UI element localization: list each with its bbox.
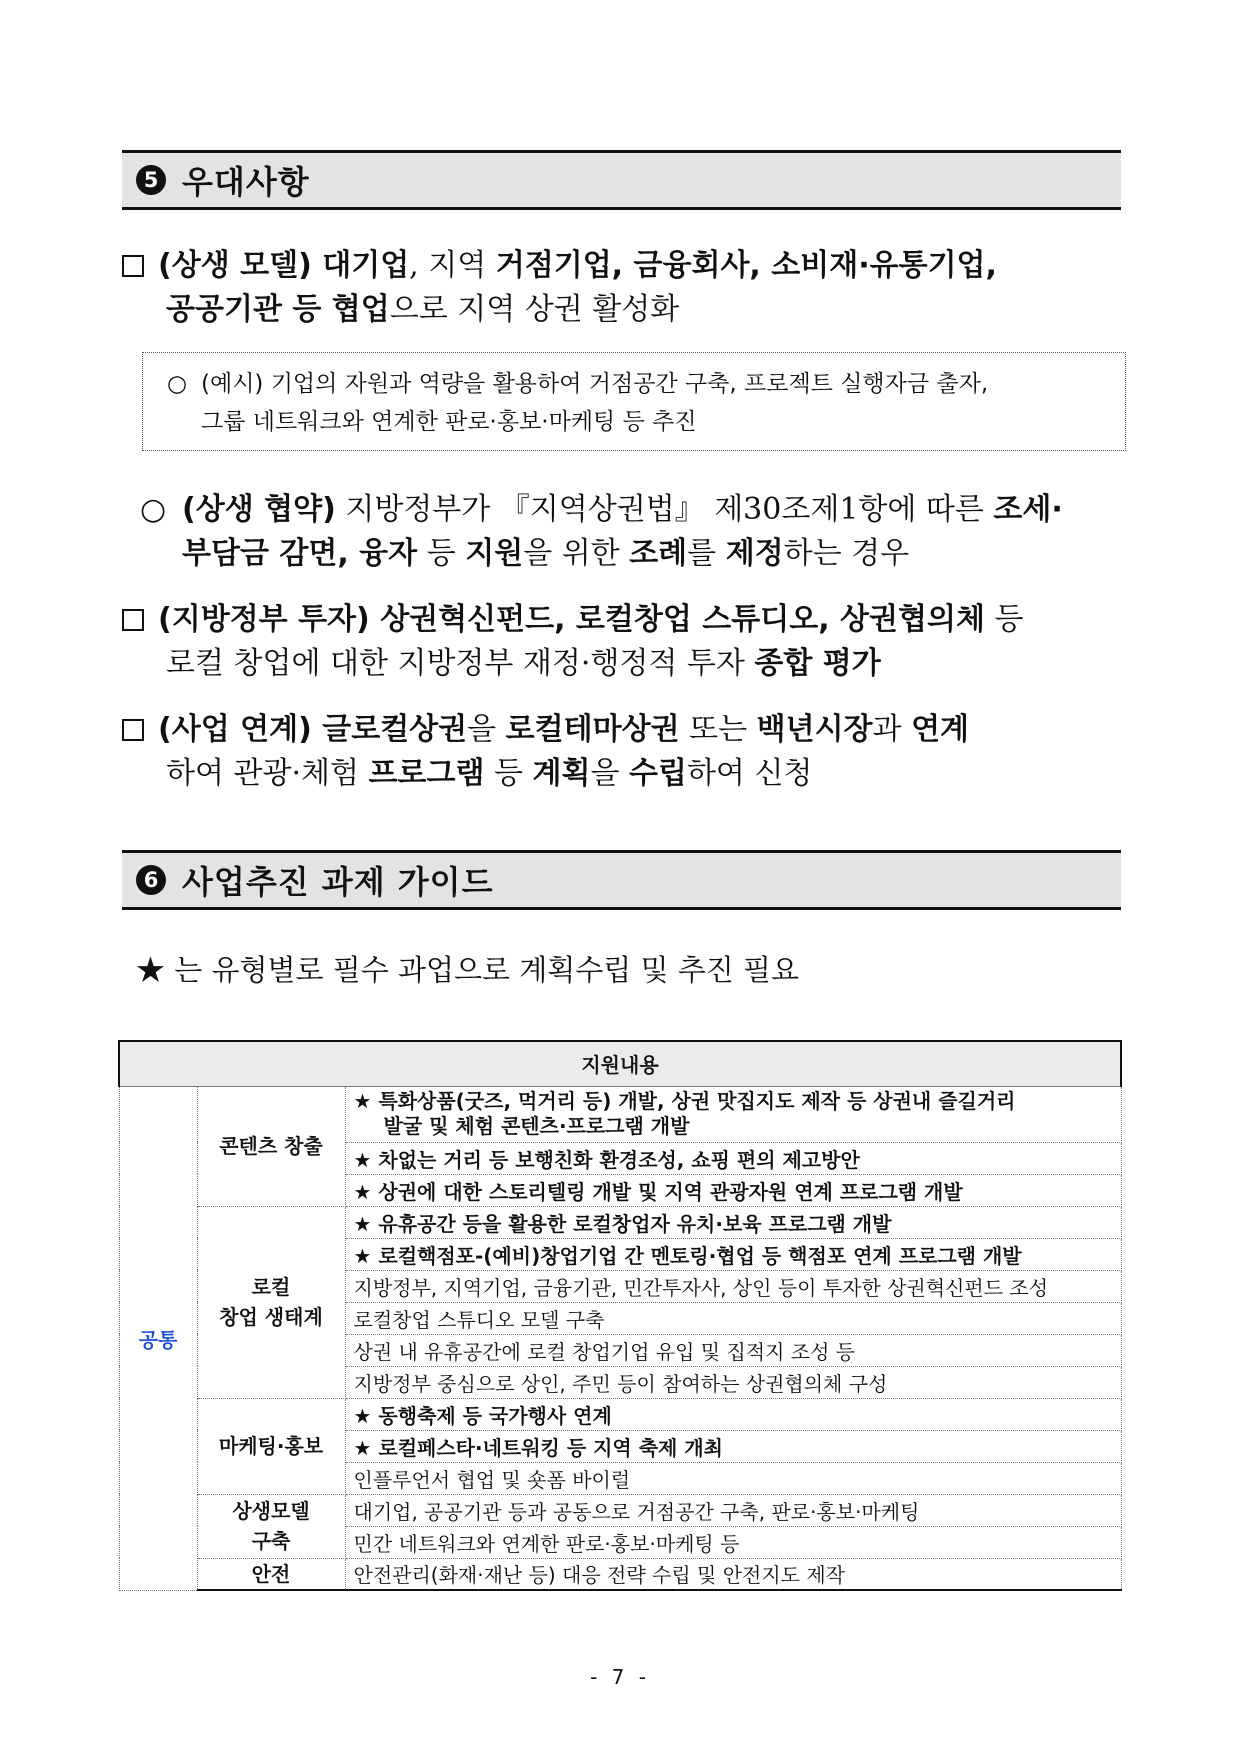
preference-item-cooperation-agreement: ○ (상생 협약) 지방정부가 『지역상권법』 제30조제1항에 따른 조세· 부담금 감면, 융자 등 지원을 위한 조례를 제정하는 경우	[140, 488, 1125, 576]
group-model: 상생모델 구축	[197, 1494, 345, 1558]
table-row: 민간 네트워크와 연계한 판로·홍보·마케팅 등	[345, 1526, 1121, 1558]
table-row: ★ 상권에 대한 스토리텔링 개발 및 지역 관광자원 연계 프로그램 개발	[345, 1174, 1121, 1206]
group-content: 콘텐츠 창출	[197, 1086, 345, 1206]
group-marketing: 마케팅·홍보	[197, 1398, 345, 1494]
example-line-2: 그룹 네트워크와 연계한 판로·홍보·마케팅 등 추진	[201, 409, 697, 435]
section-5-header	[122, 150, 1121, 210]
section-6-header	[122, 850, 1121, 910]
group-safety: 안전	[197, 1558, 345, 1590]
table-row: ★ 특화상품(굿즈, 먹거리 등) 개발, 상권 맛집지도 제작 등 상권내 즐길거리 발굴 및 체험 콘텐츠·프로그램 개발	[345, 1086, 1121, 1142]
section-5-title: 우대사항	[182, 163, 310, 201]
table-row: 인플루언서 협업 및 숏폼 바이럴	[345, 1462, 1121, 1494]
circle-bullet-icon: ○	[167, 371, 188, 397]
section-number-badge: 6	[136, 865, 166, 895]
table-row: 지방정부, 지역기업, 금융기관, 민간투자사, 상인 등이 투자한 상권혁신펀드 조성	[345, 1270, 1121, 1302]
page-number: - 7 -	[590, 1665, 650, 1689]
circle-bullet-icon: ○	[140, 492, 167, 527]
example-line-1: (예시) 기업의 자원과 역량을 활용하여 거점공간 구축, 프로젝트 실행자금 출자,	[201, 371, 989, 397]
preference-item-local-gov-investment: (지방정부 투자) 상권혁신펀드, 로컬창업 스튜디오, 상권협의체 등 로컬 창업에 대한 지방정부 재정·행정적 투자 종합 평가	[122, 598, 1122, 686]
group-ecosystem: 로컬 창업 생태계	[197, 1206, 345, 1398]
table-row: ★ 유휴공간 등을 활용한 로컬창업자 유치·보육 프로그램 개발	[345, 1206, 1121, 1238]
table-row: ★ 로컬핵점포-(예비)창업기업 간 멘토링·협업 등 핵점포 연계 프로그램 개발	[345, 1238, 1121, 1270]
table-row: ★ 로컬페스타·네트워킹 등 지역 축제 개최	[345, 1430, 1121, 1462]
table-row: 대기업, 공공기관 등과 공동으로 거점공간 구축, 판로·홍보·마케팅	[345, 1494, 1121, 1526]
checkbox-bullet-icon	[122, 609, 144, 631]
preference-item-cooperation-model: (상생 모델) 대기업, 지역 거점기업, 금융회사, 소비재·유통기업, 공공기관 등 협업으로 지역 상권 활성화	[122, 244, 1122, 332]
preference-item-project-link: (사업 연계) 글로컬상권을 로컬테마상권 또는 백년시장과 연계 하여 관광·체험 프로그램 등 계획을 수립하여 신청	[122, 708, 1122, 796]
table-row: ★ 동행축제 등 국가행사 연계	[345, 1398, 1121, 1430]
checkbox-bullet-icon	[122, 719, 144, 741]
table-row: ★ 차없는 거리 등 보행친화 환경조성, 쇼핑 편의 제고방안	[345, 1142, 1121, 1174]
table-row: 지방정부 중심으로 상인, 주민 등이 참여하는 상권협의체 구성	[345, 1366, 1121, 1398]
checkbox-bullet-icon	[122, 255, 144, 277]
section-number-badge: 5	[136, 165, 166, 195]
section-6-title: 사업추진 과제 가이드	[182, 863, 494, 901]
example-box	[142, 352, 1126, 451]
table-row: 안전관리(화재·재난 등) 대응 전략 수립 및 안전지도 제작	[345, 1558, 1121, 1590]
category-common: 공통	[119, 1086, 197, 1590]
table-header: 지원내용	[119, 1041, 1121, 1086]
table-row: 상권 내 유휴공간에 로컬 창업기업 유입 및 집적지 조성 등	[345, 1334, 1121, 1366]
task-guide-table	[118, 1040, 1122, 1591]
star-note: ★ 는 유형별로 필수 과업으로 계획수립 및 추진 필요	[136, 953, 800, 987]
table-row: 로컬창업 스튜디오 모델 구축	[345, 1302, 1121, 1334]
